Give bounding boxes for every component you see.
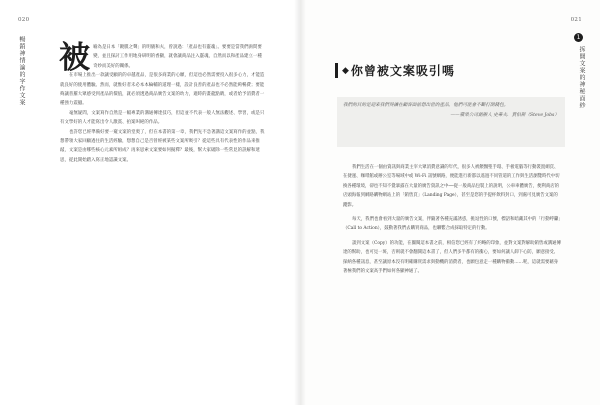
quote-attribution: ——蘋果公司創辦人 史蒂夫．賈伯斯（Steve Jobs） <box>450 113 559 118</box>
right-body-text <box>343 163 561 281</box>
chapter-badge: 1 <box>574 33 583 42</box>
left-body-text <box>59 40 265 165</box>
section-heading <box>335 62 455 79</box>
page-number-left: 020 <box>18 17 30 23</box>
quote-text: 我們的目的是迎來我們得讓在顧客面前想出世的產品，他們可能會不斷打開錢包。 <box>343 103 509 108</box>
page-number-right: 021 <box>570 17 582 23</box>
heading-title: 你曾被文案吸引嗎 <box>350 64 455 78</box>
heading-bar <box>335 63 338 78</box>
drop-cap: 被 <box>59 40 91 76</box>
running-head-right: 拆開文案的神秘面紗 <box>578 46 585 109</box>
paragraph: 在市場上推出一款讓受顧的的卓越產品，是很多商業的心願，但這也必然需要投入很多心力，才能造就良好的使用體驗。然而，就惟好者未必本本輪輔的道理一樣，設計良善的產品也不必然能夠暢費；要能夠讓普羅大眾感受到產品的價值，就必須透過商品廣告文案的幼力，適時的畫龍點睛，或者給予消費者一種強力震撼。 <box>60 73 265 107</box>
paragraph: 我們生活在一個由資訊與商業主宰大眾消費意識的年代，很多人被餵醫聖手環、手板電腦等行動裝置網頁、在捷運、咖啡館或辦公室等場域中或 Wi-Fi 訊號網路，便能進行新都以遙過不同管道的工作與生活瀏覽時代中切換各種環境，卻也不知不覺暴露在大量的廣告資訊之中──從一般商品包裝上的說明，公車車體廣告，便利商店的店頭海報到網路購物網站上的「銷售頁」（Landing Page），甚至是您的手提杯飲料封口，到處可見廣告文案的蹤影。 <box>343 165 560 208</box>
paragraph: 談到文案（Copy）的功能，在團閱這本書之前，相信您已經有了約略的印象，並對文案對解助銷售或溝通傳達的幫助，也可見一斑，否則就不會翻開這本書了，但人們多半都有的衝心，要如何讓人卸下心防，願意接受、探納各種訊息，甚至讓原本沒有明確購買需求與動機的消費者，也願包意走一種購物衝動……呢，這就需要藉身著極我們的文案高手們如何各顯神通了。 <box>343 240 561 275</box>
paragraph: 也許您已經準備好要一窺文案的堂奧了，但在本書的第一章，我們先不急著講這文案寫作的並點，我想帶領大家回顧過往的生活經驗，想想自己是否曾經被某些文案所吸引？從這些具有代表性的作品來推敲，文案是由哪些核心元素所組成？再來思索文案要如何擬釋？最後，幫大家破除一些常見的誤解和迷思，從此開始踏入寫正地認識文案。 <box>60 129 265 163</box>
running-head-left: 暢銷神情論的字作文案 <box>18 36 25 106</box>
paragraph: 被喻為是日本「鍍膜之聲」的明儀和夫，曾說過：「產品也有靈魂」。要要是當我們詢問要變，並且探討工作用地身研明的香顯，就會讓商品注入靈魂，自然而以和產品建立一種奇妙而美好的關係。 <box>59 40 262 76</box>
paragraph: 毫無疑問，文案寫作自然是一幅專業的溝通傳達技巧，但這並不代表一般人無法觀述、學習，或是只有文學好的人才能寫出令人激賞、拍案叫絕的作品。 <box>60 110 265 126</box>
book-gutter-shadow <box>294 0 306 405</box>
quote-box <box>337 97 565 147</box>
diamond-icon: ◆ <box>342 65 349 76</box>
paragraph: 每天，我們也會看到大量的廣告文案，伴隨著各種充滿誘惑，挑逗性的口號，標語和暗藏其中的「行動呼籲」（Call to Action），鼓動著我們去購買商品，也聯繫合成採取特定的行動。 <box>343 217 561 232</box>
